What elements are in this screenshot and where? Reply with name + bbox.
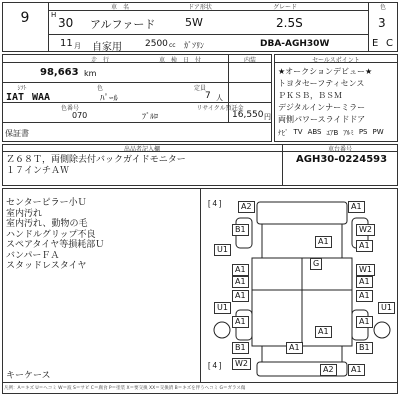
sales-point: トヨタセーフティセンス [278,79,365,88]
front-bumper-outline [257,202,347,224]
color-header: 色 [96,85,103,92]
damage-mark: A2 [238,201,255,213]
equip-item: ｴｱB [326,129,339,137]
mileage: 98,663 [40,67,79,78]
damage-mark: W2 [356,224,375,236]
use-type: 自家用 [92,42,122,53]
rear-label: [ 4 ] [208,361,222,370]
condition-list [6,198,104,272]
condition-item: 室内汚れ [6,208,43,219]
seats: 7 [205,91,211,101]
equip-item: TV [293,128,303,136]
trans-header: ｼﾌﾄ [17,85,27,92]
mileage-unit: km [84,69,97,78]
damage-mark: A1 [348,364,365,376]
damage-mark: A1 [232,264,249,276]
damage-mark: A1 [232,276,249,288]
era: H [51,11,57,19]
damage-mark: A1 [356,240,373,252]
damage-mark: A1 [315,236,332,248]
sales-point: デジタルインナーミラー [278,103,366,112]
colorcode-header: 色 [379,4,386,11]
equip-item: ABS [307,128,322,136]
vehicle-name: アルファード [90,18,156,31]
damage-mark: B1 [356,342,373,354]
damage-mark: B1 [232,224,249,236]
recycle-unit: 円 [264,113,271,121]
condition-item: センターピラー小Ｕ [6,198,87,208]
month-unit: 月 [74,42,81,50]
recycle-header: リサイクル預託金 [196,105,244,112]
equip-item: PS [358,128,368,136]
interior-header: 内装 [243,57,256,64]
damage-mark: A1 [356,276,373,288]
color-e: E [372,38,379,49]
sales-points-title: セールスポイント [312,57,360,64]
color-number: 070 [72,111,88,120]
model-code: DBA-AGH30W [260,39,330,49]
damage-mark: G [310,258,322,270]
damage-mark: A1 [356,290,373,302]
chassis-title: 車台番号 [327,146,352,153]
condition-item: スペアタイヤ等損耗部Ｕ [6,240,105,250]
damage-mark: A2 [320,364,337,376]
right-tire-circle [374,322,390,338]
transmission: IAT [6,92,25,103]
doors-header: ドア形状 [188,4,212,11]
grade-value: 2.5S [276,16,303,30]
damage-mark: B1 [232,342,249,354]
displacement: 2500 [145,39,168,49]
damage-mark: A1 [356,316,373,328]
year-number: 30 [58,16,74,30]
sales-point: 両側パワースライドドア [278,115,366,124]
document: 保証書 [5,129,29,138]
damage-mark: A1 [286,342,303,354]
fuel: ｶﾞｿﾘﾝ [184,41,204,50]
note-line: １７インチＡＷ [6,166,70,176]
condition-bottom: キーケース [6,371,51,381]
footer-legend: 凡例：A＝キズ U＝ヘコミ W＝波 S＝サビ C＝腐食 P＝塗装 X＝要交換 XX＝交換済 B＝キズを伴うヘコミ G＝ガラス傷 [4,386,246,391]
prev-color: ﾌﾞﾙﾛ [142,112,158,121]
ac-type: WAA [32,92,51,103]
sales-point: ★オークションデビュー★ [278,67,373,76]
left-tire-circle [214,322,230,338]
condition-item: ハンドルグリップ不良 [6,229,96,240]
colno-header: 色番号 [60,105,79,112]
notes-title: 出品者記入欄 [123,146,160,153]
damage-mark: A1 [232,290,249,302]
mileage-header: 走 行 [90,57,109,64]
month: 11 [60,38,73,49]
damage-mark: W2 [232,358,251,370]
disp-unit: cc [169,42,176,49]
recycle-fee: 16,550 [232,110,264,120]
condition-item: バンパーＦＡ [6,250,60,261]
seat-code: 3 [378,16,386,30]
chassis-number: AGH30-0224593 [296,154,388,165]
model-header: 車 名 [110,4,129,11]
doors-value: 5W [185,16,203,29]
damage-mark: A1 [232,316,249,328]
sales-points-list [278,66,372,126]
seats-unit: 人 [216,94,223,102]
damage-mark: U1 [214,302,231,314]
equipment-row [278,128,384,138]
sales-point: ＰＫＳＢ，ＢＳＭ [278,91,342,100]
condition-item: 室内汚れ、動物の毛 [6,219,88,229]
equip-item: PW [372,128,384,136]
equip-item: ｱﾙﾐ [343,129,354,137]
color: ﾊﾟｰﾙ [100,94,119,104]
equip-item: ﾅﾋﾞ [278,129,289,137]
misc-header: 車 検 日 付 [158,57,201,64]
damage-mark: A1 [315,326,332,338]
damage-mark: A1 [348,201,365,213]
condition-item: スタッドレスタイヤ [6,261,87,271]
damage-mark: U1 [378,302,395,314]
note-line: Ｚ６８Ｔ，両側除去付バックガイドモニター [6,155,186,165]
front-label: [ 4 ] [208,199,222,208]
notes-lines [6,155,186,177]
color-c: C [386,38,393,49]
damage-mark: U1 [214,244,231,256]
seats-header: 定員 [193,85,206,92]
grade-header: グレード [272,4,297,11]
damage-mark: W1 [356,264,375,276]
grade-score: 9 [20,10,30,26]
